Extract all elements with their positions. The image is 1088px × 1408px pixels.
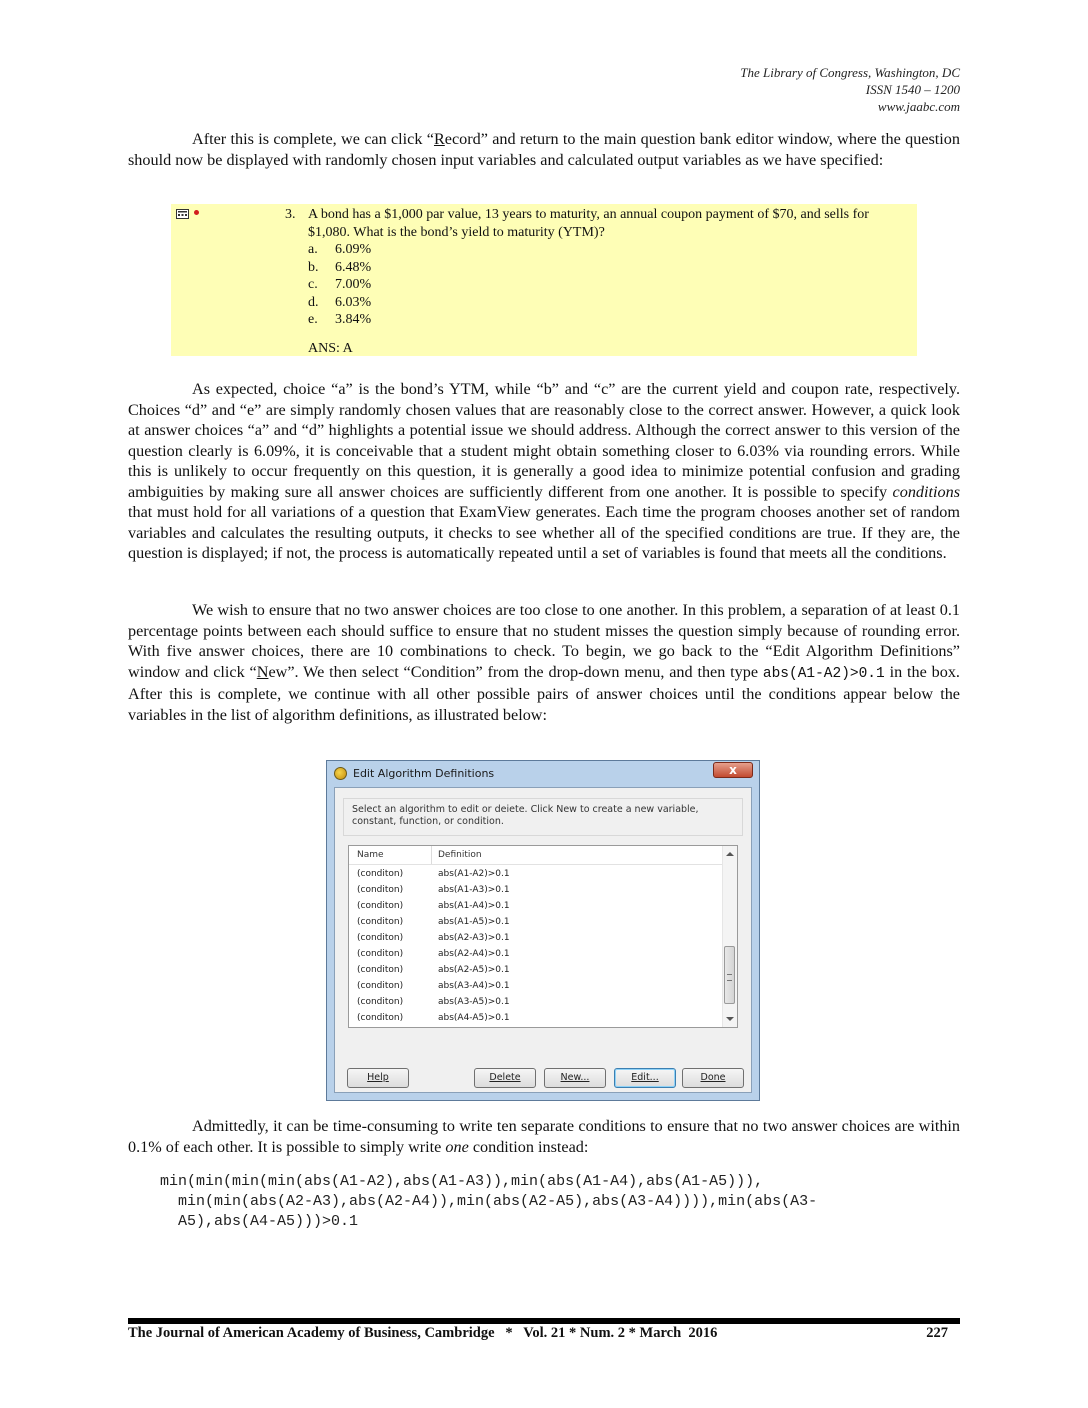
done-button[interactable]: Done	[682, 1068, 744, 1088]
instruction-text: Select an algorithm to edit or deiete. Click New to create a new variable, constant, function, or condition.	[343, 798, 743, 836]
code-line: A5),abs(A4-A5)))>0.1	[160, 1213, 359, 1230]
column-header-definition[interactable]: Definition	[438, 850, 482, 860]
app-icon	[334, 767, 347, 780]
scroll-up-icon[interactable]	[726, 852, 734, 856]
paragraph-conditions	[128, 600, 960, 725]
list-item[interactable]: (conditon) abs(A3-A4)>0.1	[357, 981, 510, 991]
delete-button[interactable]: Delete	[474, 1068, 536, 1088]
list-item[interactable]: (conditon) abs(A1-A4)>0.1	[357, 901, 510, 911]
para4-text-b: condition instead:	[468, 1137, 589, 1156]
grip-icon	[727, 974, 732, 981]
edit-button[interactable]: Edit...	[614, 1068, 676, 1088]
list-item[interactable]: (conditon) abs(A2-A3)>0.1	[357, 933, 510, 943]
record-rest: ecord	[444, 130, 481, 148]
paragraph-expected	[128, 379, 960, 564]
list-item[interactable]: (conditon) abs(A2-A5)>0.1	[357, 965, 510, 975]
choice-a: a. 6.09%	[308, 242, 372, 257]
code-line: min(min(abs(A2-A3),abs(A2-A4)),min(abs(A2-A5),abs(A3-A4)))),min(abs(A3-	[160, 1193, 818, 1210]
definitions-list[interactable]	[348, 845, 738, 1028]
para4-text-a: Admittedly, it can be time-consuming to write ten separate conditions to ensure that no two answer choices are within 0.1% of each other. It is possible to simply write	[128, 1117, 960, 1156]
question-number: 3.	[285, 207, 296, 222]
choice-e: e. 3.84%	[308, 312, 372, 327]
para2-emphasis: conditions	[892, 482, 960, 501]
list-item[interactable]: (conditon) abs(A1-A3)>0.1	[357, 885, 510, 895]
help-button[interactable]: Help	[347, 1068, 409, 1088]
para3-text-a: We wish to ensure that no two answer choices are too close to one another. In this problem, a separation of at least 0.1 percentage points between each should suffice to ensure that no student misses the question simply because of rounding error. With five answer choices, there are 10 combinations to check. To begin, we go back to the “Edit Algorithm Definitions” window and click “	[128, 601, 960, 681]
para1-text-a: After this is complete, we can click “	[192, 130, 434, 148]
header-website: www.jaabc.com	[877, 99, 960, 114]
running-header	[740, 64, 960, 115]
new-mnemonic: N	[256, 662, 269, 681]
question-preview-box	[171, 204, 917, 356]
para3-text-c: in the box. After this is complete, we continue with all other possible pairs of answer choices until the conditions appear below the variables in the list of algorithm definitions, as illustrated below:	[128, 662, 960, 724]
para2-text-a: As expected, choice “a” is the bond’s YTM, while “b” and “c” are the current yield and coupon rate, respectively. Choices “d” and “e” are simply randomly chosen values that are reasonably close to the correct answer. However, a quick look at answer choices “a” and “d” highlights a potential issue we should address. Although the correct answer to this version of the question clearly is 6.09%, it is conceivable that a student might obtain something closer to 6.03% via rounding errors. While this is unlikely to occur frequently on this question, it is generally a good idea to minimize potential confusion and grading ambiguities by making sure all answer choices are sufficiently different from one another. It is possible to specify	[128, 380, 960, 501]
list-item[interactable]: (conditon) abs(A3-A5)>0.1	[357, 997, 510, 1007]
list-item[interactable]: (conditon) abs(A4-A5)>0.1	[357, 1013, 510, 1023]
list-item[interactable]: (conditon) abs(A1-A2)>0.1	[357, 869, 510, 879]
para3-text-b: ”. We then select “Condition” from the drop-down menu, and then type	[287, 662, 763, 681]
page-number: 227	[926, 1325, 948, 1341]
new-button[interactable]: New...	[544, 1068, 606, 1088]
scroll-thumb[interactable]	[724, 946, 735, 1004]
footer-rule	[128, 1318, 960, 1324]
choice-b: b. 6.48%	[308, 259, 372, 275]
header-issn: ISSN 1540 – 1200	[865, 82, 960, 97]
vertical-scrollbar[interactable]	[722, 846, 737, 1027]
para2-text-b: that must hold for all variations of a question that ExamView generates. Each time the program chooses another set of random variables and calculates the resulting outputs, it checks to see whether all of the specified conditions are true. If they are, the question is displayed; if not, the process is automatically repeated until a set of variables is found that meets all the conditions.	[128, 503, 960, 562]
question-stem: A bond has a $1,000 par value, 13 years to maturity, an annual coupon payment of $70, and sells for $1,080. What is the bond’s yield to maturity (YTM)?	[308, 207, 869, 240]
question-type-icon	[176, 209, 189, 219]
dialog-body	[334, 787, 752, 1093]
column-header-name[interactable]: Name	[357, 850, 384, 860]
answer-key: ANS: A	[308, 340, 353, 356]
dialog-title: Edit Algorithm Definitions	[353, 767, 495, 780]
inline-code: abs(A1-A2)>0.1	[762, 665, 885, 682]
record-mnemonic: R	[433, 130, 445, 148]
para1-text-b: ” and return to the main question bank editor window, where the question should now be displayed with randomly chosen input variables and calculated output variables as we have specified:	[128, 130, 960, 169]
choice-c: c. 7.00%	[308, 277, 372, 292]
new-rest: ew	[268, 662, 288, 681]
code-line: min(min(min(min(abs(A1-A2),abs(A1-A3)),min(abs(A1-A4),abs(A1-A5))),	[160, 1173, 764, 1190]
question-content	[308, 206, 908, 357]
header-publisher: The Library of Congress, Washington, DC	[740, 65, 960, 80]
column-divider[interactable]	[431, 846, 432, 864]
dialog-button-row	[335, 1068, 751, 1092]
list-rows	[349, 866, 725, 1026]
list-item[interactable]: (conditon) abs(A2-A4)>0.1	[357, 949, 510, 959]
list-header	[349, 846, 725, 865]
journal-citation: The Journal of American Academy of Business, Cambridge * Vol. 21 * Num. 2 * March 2016	[128, 1325, 718, 1341]
scroll-down-icon[interactable]	[726, 1017, 734, 1021]
code-block	[160, 1172, 817, 1232]
paragraph-single-condition	[128, 1116, 960, 1157]
close-button[interactable]: x	[713, 762, 753, 778]
paragraph-intro	[128, 129, 960, 170]
para4-emphasis: one	[445, 1137, 469, 1156]
status-dot-icon	[194, 210, 199, 215]
edit-algorithm-definitions-dialog	[326, 760, 760, 1101]
choice-d: d. 6.03%	[308, 294, 372, 310]
list-item[interactable]: (conditon) abs(A1-A5)>0.1	[357, 917, 510, 927]
